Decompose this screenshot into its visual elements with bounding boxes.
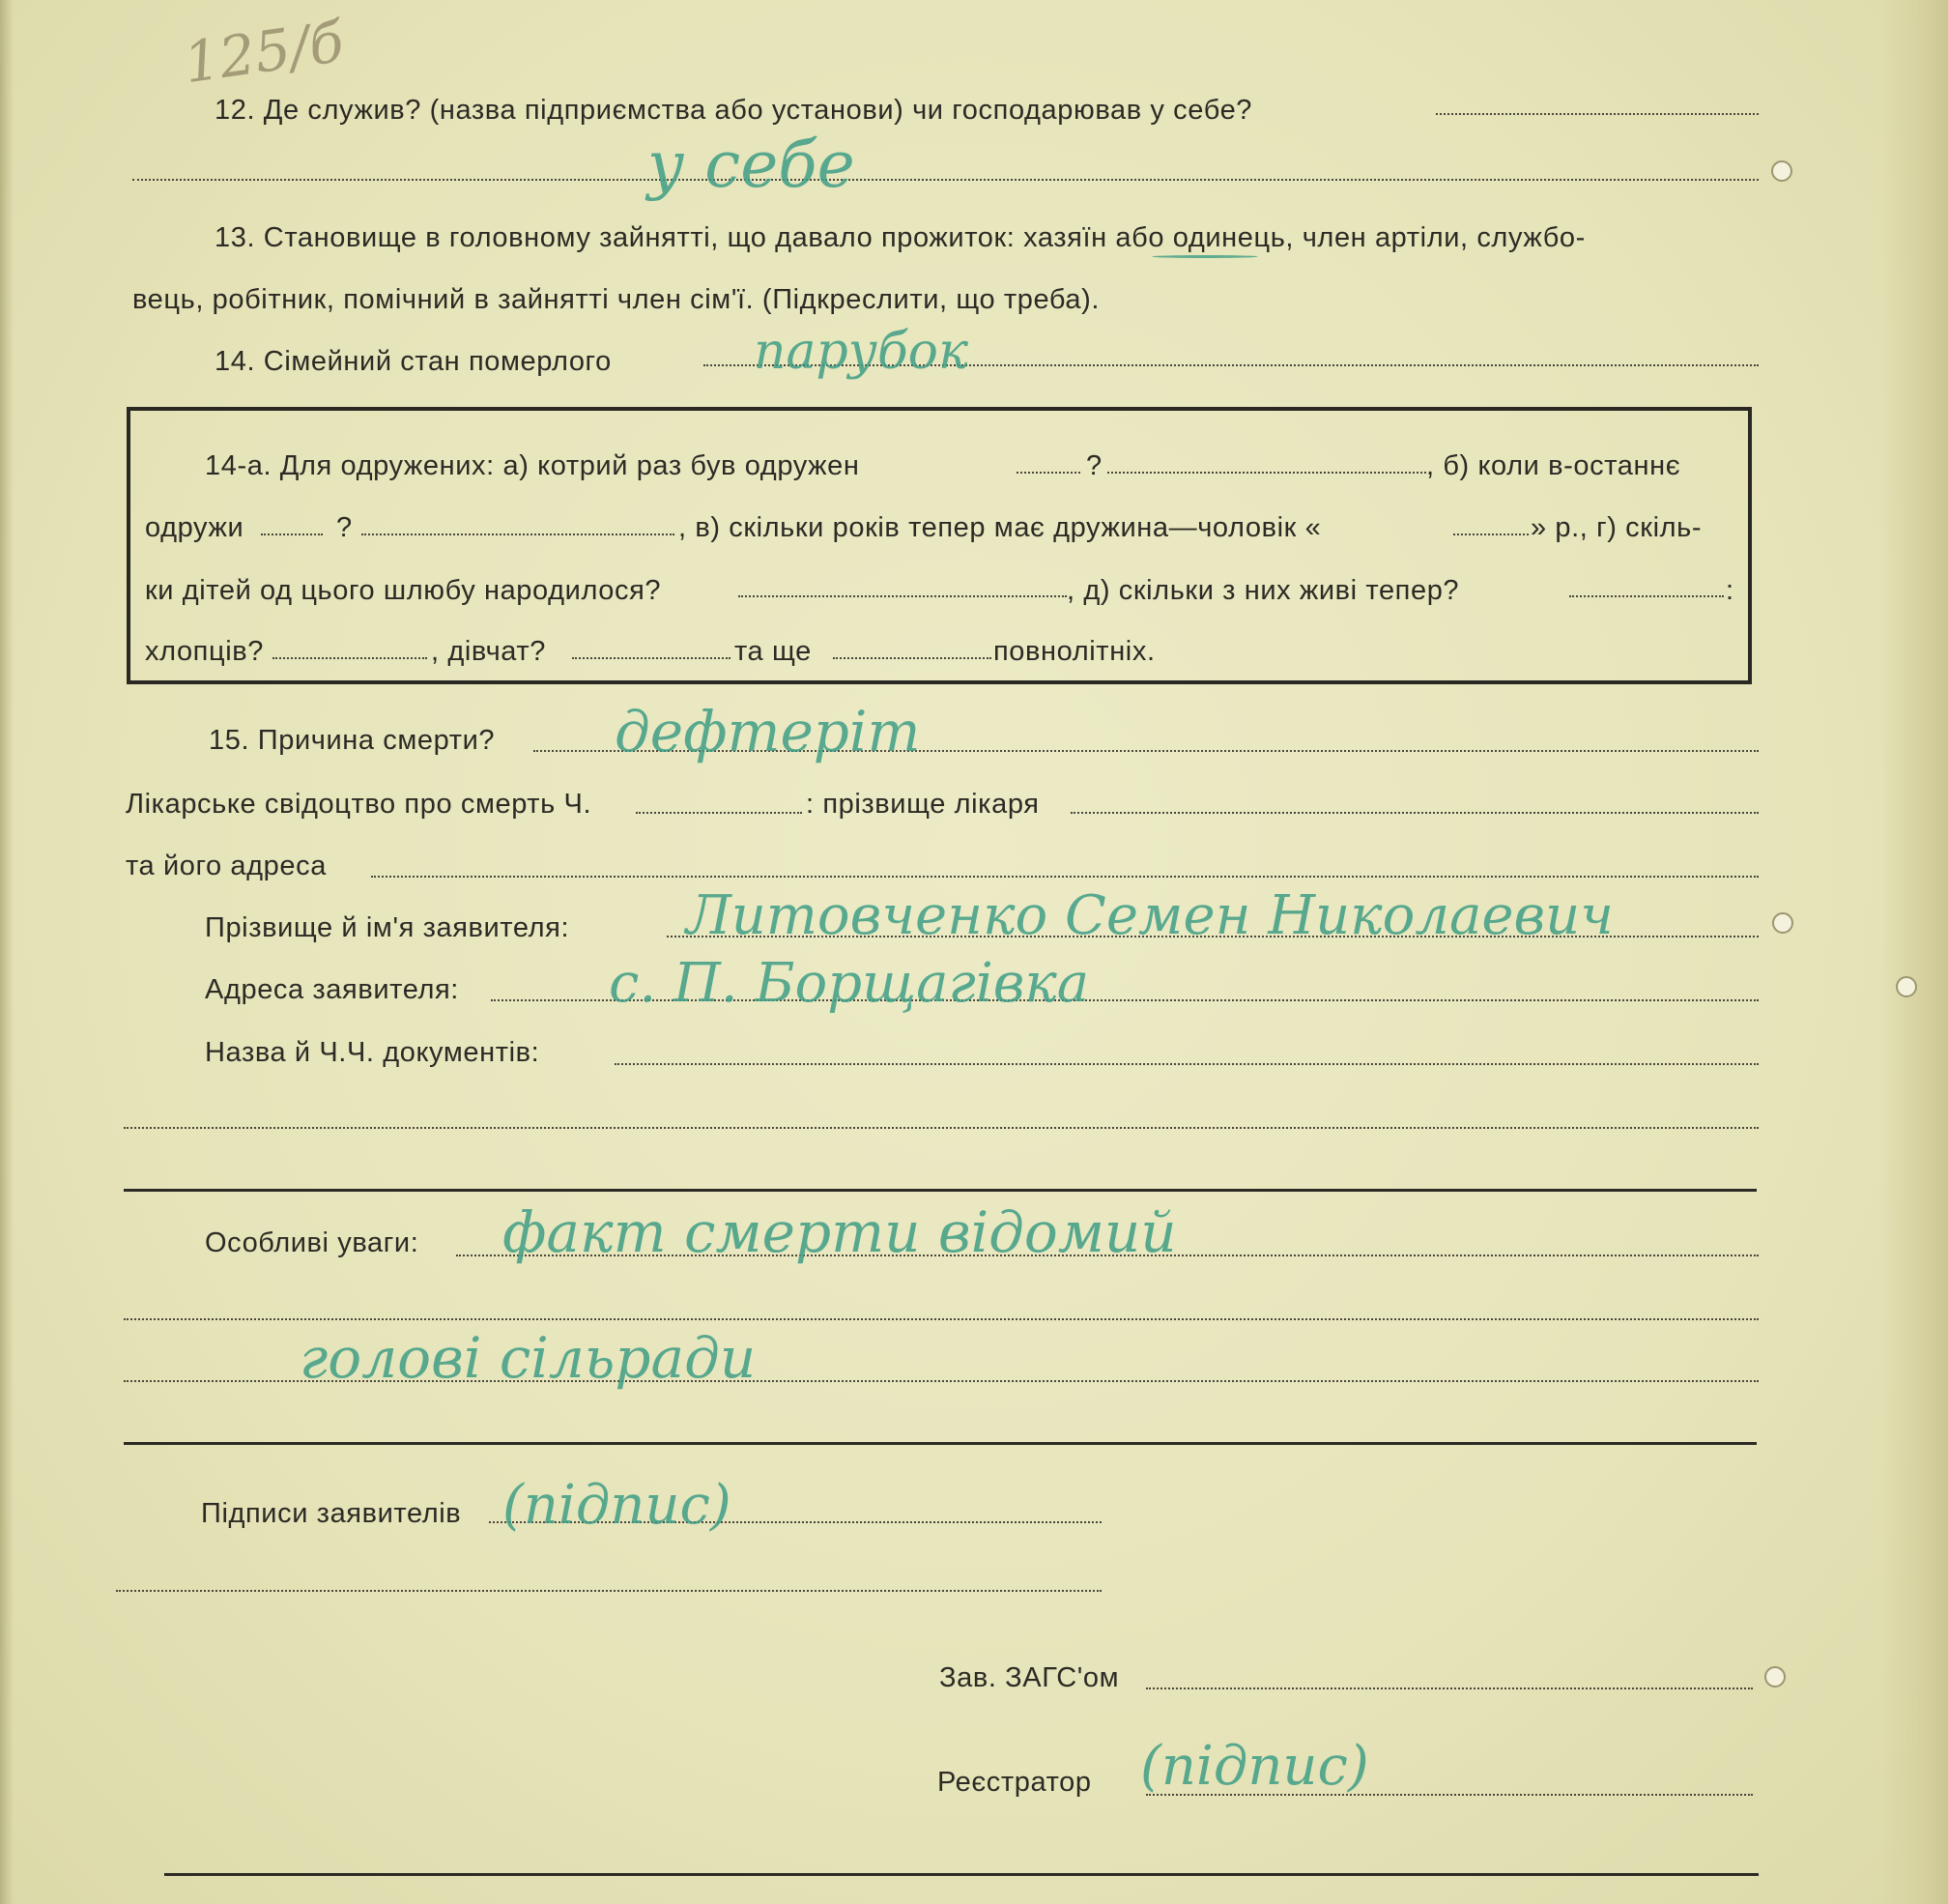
q14a-blank	[738, 595, 1067, 597]
applicant-address-label: Адреса заявителя:	[205, 974, 459, 1005]
q14a-line1-a: 14-а. Для одружених: а) котрий раз був одружен	[205, 450, 860, 481]
q14a-blank	[1107, 472, 1426, 474]
q14a-blank	[1017, 472, 1080, 474]
q14a-line2-a: одружи	[145, 512, 244, 543]
q14a-blank	[1569, 595, 1724, 597]
medical-certificate-label: Лікарське свідоцтво про смерть Ч.	[126, 789, 592, 820]
documents-line	[615, 1063, 1759, 1065]
doctor-label: : прізвище лікаря	[806, 789, 1040, 820]
page-binding-edge	[1880, 0, 1948, 1904]
q14a-box	[127, 407, 1752, 684]
registrar-signature-value: (підпис)	[1140, 1735, 1369, 1798]
q13-line1: 13. Становище в головному зайнятті, що давало прожиток: хазяїн або одинець, член артіли, службо-	[215, 222, 1586, 253]
section-divider	[124, 1189, 1757, 1192]
q13-selection-underline	[1152, 255, 1258, 258]
q15-label: 15. Причина смерти?	[209, 725, 496, 756]
q14a-blank	[572, 657, 730, 659]
binding-hole	[1764, 1666, 1786, 1688]
binding-hole	[1772, 912, 1793, 934]
q14-answer: парубок	[754, 323, 969, 381]
q14a-blank	[1453, 534, 1529, 535]
applicant-name-label: Прізвище й ім'я заявителя:	[205, 912, 570, 943]
doctor-line	[1071, 812, 1759, 814]
notes-line-2	[124, 1318, 1759, 1320]
q14a-blank	[833, 657, 991, 659]
q14a-line4-a: хлопців?	[145, 636, 264, 667]
documents-label: Назва й Ч.Ч. документів:	[205, 1037, 540, 1068]
q14a-line4-b: , дівчат?	[431, 636, 546, 667]
archive-mark: 125/б	[180, 8, 348, 97]
q12-answer: у себе	[647, 128, 855, 202]
doctor-address-line	[371, 876, 1759, 878]
q14a-line2-c: , в) скільки років тепер має дружина—чоловік «	[678, 512, 1322, 543]
zags-head-label: Зав. ЗАГС'ом	[939, 1662, 1120, 1693]
page-left-edge	[0, 0, 14, 1904]
q15-answer: дефтеріт	[615, 699, 921, 764]
notes-value-1: факт смерти відомий	[502, 1199, 1177, 1265]
q14a-line1-c: , б) коли в-останнє	[1426, 450, 1681, 481]
q14a-line3-c: :	[1726, 575, 1734, 606]
section-divider	[124, 1442, 1757, 1445]
q14a-line4-c: та ще	[734, 636, 812, 667]
applicant-address-value: с. П. Борщагівка	[609, 952, 1090, 1015]
q14a-blank	[272, 657, 427, 659]
q14a-line3-b: , д) скільки з них живі тепер?	[1067, 575, 1460, 606]
certificate-number-line	[636, 812, 802, 814]
notes-value-2: голові сільради	[300, 1325, 757, 1391]
q12-line	[1436, 113, 1759, 115]
q14a-blank	[261, 534, 323, 535]
registrar-label: Реєстратор	[937, 1767, 1092, 1798]
applicant-name-value: Литовченко Семен Николаевич	[686, 884, 1615, 947]
q14a-line2-b: ?	[336, 512, 353, 543]
zags-signature-line	[1146, 1688, 1753, 1689]
q12-answer-line	[132, 179, 1759, 181]
q14a-line4-d: повнолітніх.	[993, 636, 1156, 667]
binding-hole	[1896, 976, 1917, 997]
applicants-signature-line-2	[116, 1590, 1102, 1592]
doctor-address-label: та його адреса	[126, 851, 327, 881]
q14a-line1-b: ?	[1086, 450, 1103, 481]
binding-hole	[1771, 160, 1792, 182]
q14a-blank	[361, 534, 674, 535]
q12-label: 12. Де служив? (назва підприємства або установи) чи господарював у себе?	[215, 95, 1253, 126]
q13-line2: вець, робітник, помічний в зайнятті член сім'ї. (Підкреслити, що треба).	[132, 284, 1101, 315]
bottom-rule	[164, 1873, 1759, 1876]
q14-label: 14. Сімейний стан померлого	[215, 346, 612, 377]
q14a-line2-d: » р., г) скіль-	[1531, 512, 1703, 543]
applicants-signature-label: Підписи заявителів	[201, 1498, 462, 1529]
applicants-signature-value: (підпис)	[502, 1474, 731, 1537]
q14a-line3-a: ки дітей од цього шлюбу народилося?	[145, 575, 662, 606]
documents-line-2	[124, 1127, 1759, 1129]
notes-label: Особливі уваги:	[205, 1227, 419, 1258]
